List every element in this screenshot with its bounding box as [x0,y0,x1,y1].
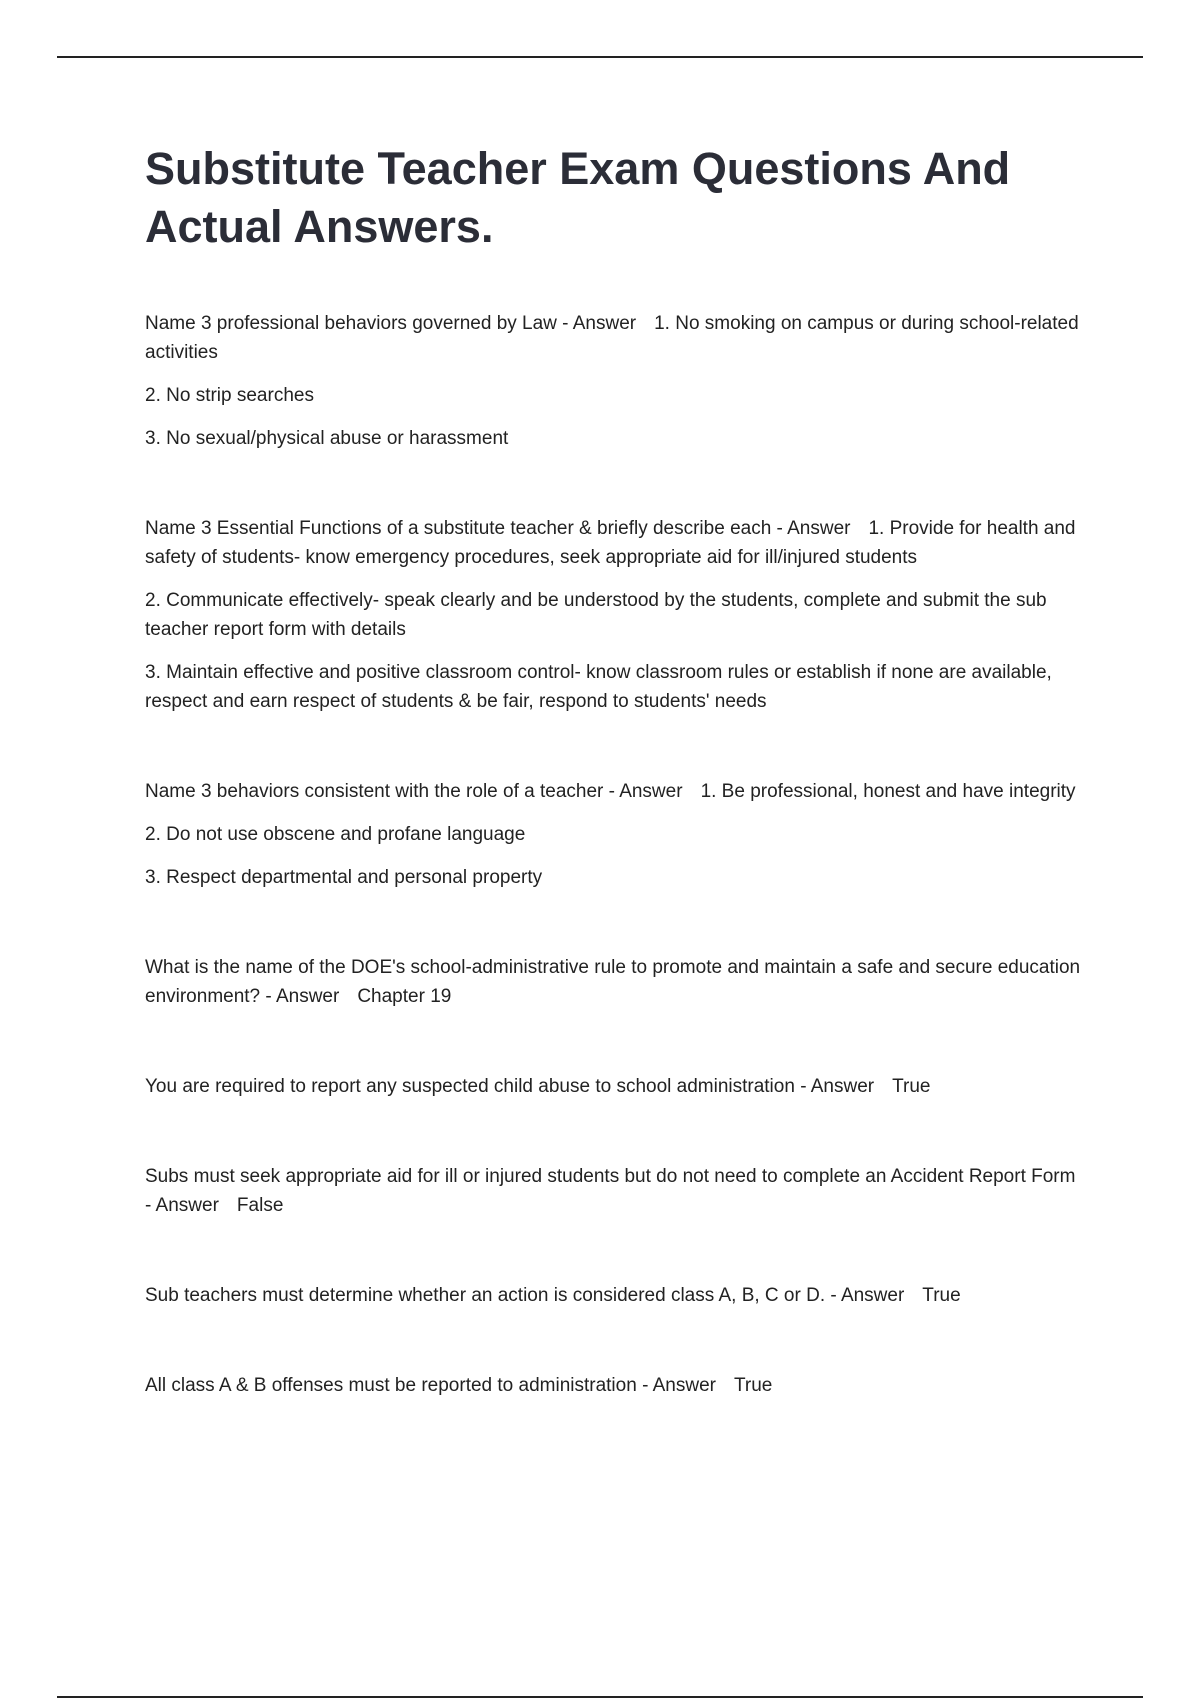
answer-line: 3. No sexual/physical abuse or harassment [145,428,509,449]
answer-line: 2. Do not use obscene and profane language [145,824,526,845]
qa-item [145,309,1085,453]
answer-line: 3. Maintain effective and positive classroom control- know classroom rules or establish if none are available, respect and earn respect of students & be fair, respond to students' needs [145,662,1052,712]
qa-item [145,514,1085,716]
answer-line: 2. No strip searches [145,385,314,406]
question-text: You are required to report any suspected child abuse to school administration - Answer [145,1076,875,1097]
top-rule [57,56,1143,58]
question-line [145,1162,1085,1220]
question-line [145,309,1085,367]
question-line [145,1281,1085,1310]
document-title: Substitute Teacher Exam Questions And Actual Answers. [145,143,1011,252]
answer-text: True [892,1076,931,1097]
question-line [145,777,1085,806]
qa-item [145,1162,1085,1220]
question-text: Sub teachers must determine whether an action is considered class A, B, C or D. - Answer [145,1285,905,1306]
qa-item [145,1072,1085,1101]
answer-line: 3. Respect departmental and personal property [145,867,543,888]
question-line [145,514,1085,572]
question-line [145,1072,1085,1101]
question-text: Subs must seek appropriate aid for ill or injured students but do not need to complete an Accident Report Form - Answer [145,1166,1076,1216]
qa-item [145,1371,1085,1400]
question-line [145,953,1085,1011]
qa-item [145,953,1085,1011]
question-text: Name 3 behaviors consistent with the role of a teacher - Answer [145,781,683,802]
answer-text: False [236,1195,284,1216]
question-text: All class A & B offenses must be reported to administration - Answer [145,1375,716,1396]
qa-item [145,777,1085,892]
qa-item [145,1281,1085,1310]
question-text: Name 3 professional behaviors governed by Law - Answer [145,313,637,334]
answer-text: 1. No smoking on campus or during school-related activities [145,313,1079,363]
bottom-rule [57,1696,1143,1698]
document-body [145,140,1085,1461]
answer-line: 2. Communicate effectively- speak clearly and be understood by the students, complete and submit the sub teacher report form with details [145,590,1047,640]
question-text: Name 3 Essential Functions of a substitute teacher & briefly describe each - Answer [145,518,851,539]
answer-text: Chapter 19 [357,986,452,1007]
answer-text: 1. Be professional, honest and have integrity [700,781,1076,802]
question-text: What is the name of the DOE's school-administrative rule to promote and maintain a safe and secure education environment? - Answer [145,957,1081,1007]
answer-text: True [922,1285,961,1306]
question-line [145,1371,1085,1400]
answer-text: True [733,1375,773,1396]
answer-text: 1. Provide for health and safety of students- know emergency procedures, seek appropriate aid for ill/injured students [145,518,1076,568]
